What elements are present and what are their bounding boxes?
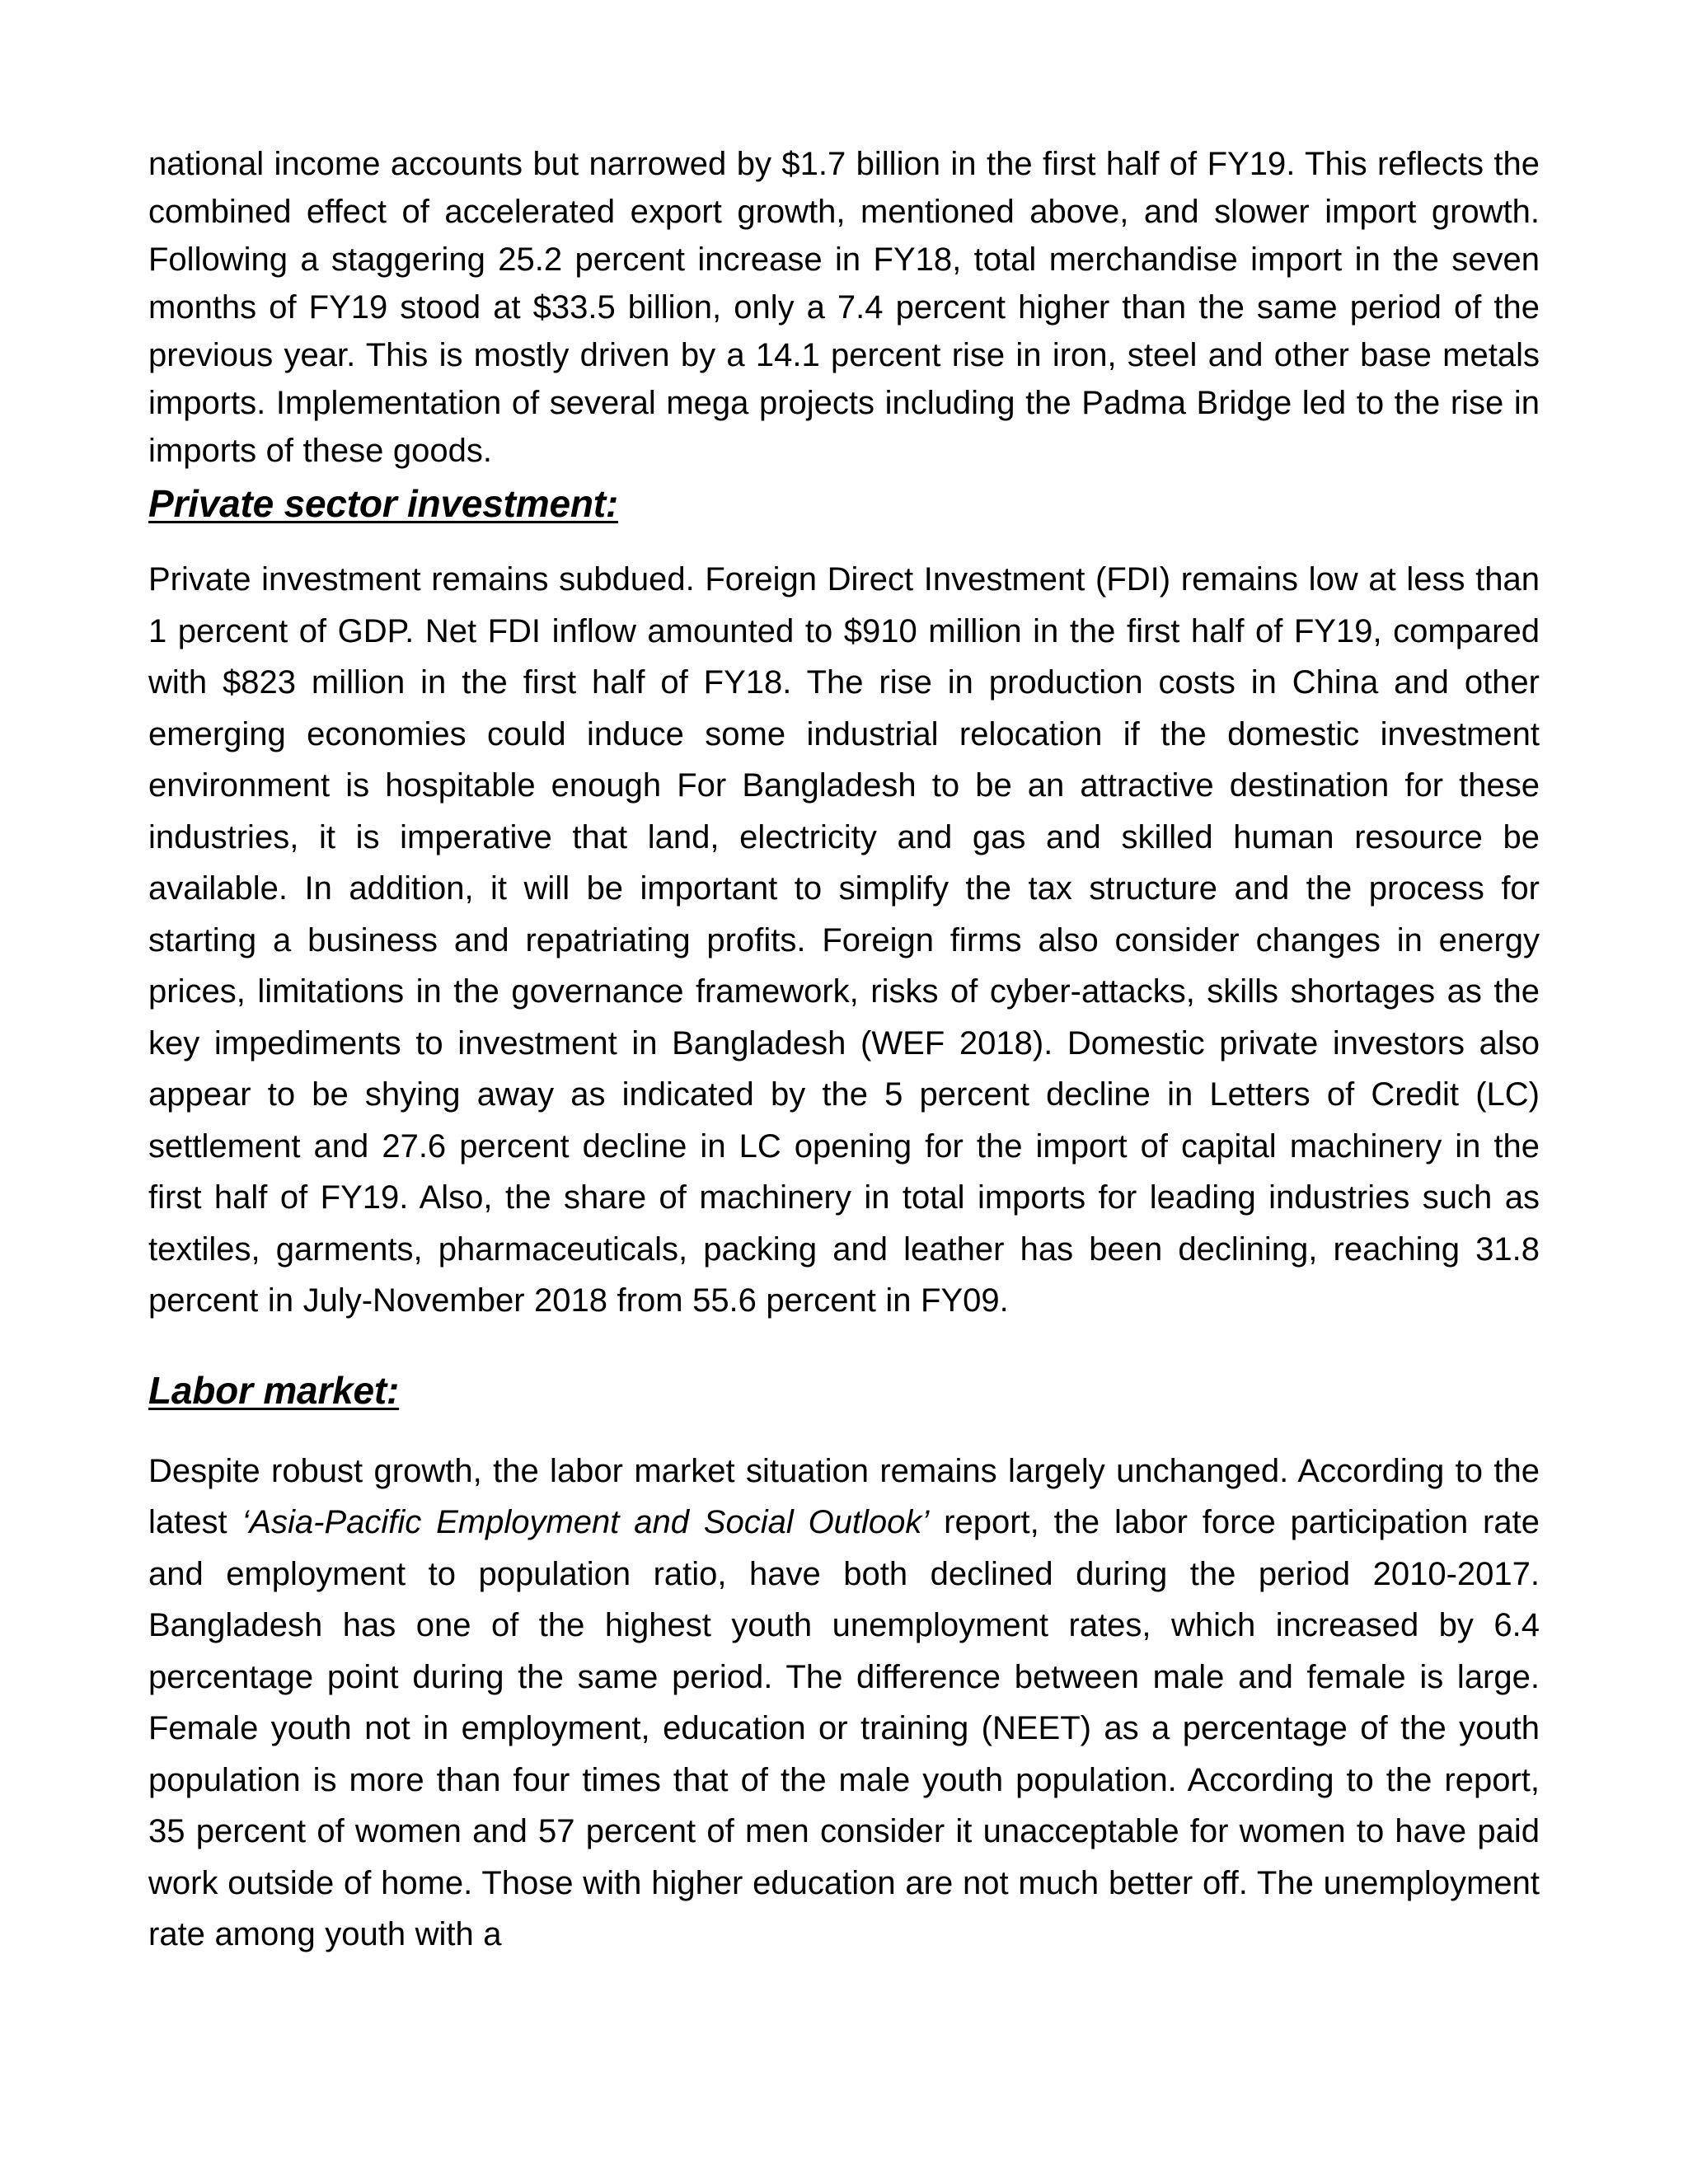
paragraph-private-investment: Private investment remains subdued. Foreign Direct Investment (FDI) remains low at less than 1 percent of GDP. Net FDI inflow amounted to $910 million in the first half of FY19, compared with $823 million in the first half of FY18. The rise in production costs in China and other emerging economies could induce some industrial relocation if the domestic investment environment is hospitable enough For Bangladesh to be an attractive destination for these industries, it is imperative that land, electricity and gas and skilled human resource be available. In addition, it will be important to simplify the tax structure and the process for starting a business and repatriating profits. Foreign firms also consider changes in energy prices, limitations in the governance framework, risks of cyber-attacks, skills shortages as the key impediments to investment in Bangladesh (WEF 2018). Domestic private investors also appear to be shying away as indicated by the 5 percent decline in Letters of Credit (LC) settlement and 27.6 percent decline in LC opening for the import of capital machinery in the first half of FY19. Also, the share of machinery in total imports for leading industries such as textiles, garments, pharmaceuticals, packing and leather has been declining, reaching 31.8 percent in July-November 2018 from 55.6 percent in FY09. — [148, 561, 1540, 1319]
heading-labor-market: Labor market: — [148, 1368, 400, 1412]
heading-private-sector-investment: Private sector investment: — [148, 482, 619, 525]
report-title-italic: ‘Asia-Pacific Employment and Social Outlook’ — [241, 1504, 930, 1540]
document-body — [148, 140, 1540, 1961]
paragraph-labor-market — [148, 1446, 1540, 1961]
labor-text-tail: report, the labor force participation rate and employment to population ratio, have both declined during the period 2010-2017. Bangladesh has one of the highest youth unemployment rates, which increased by 6.4 percentage point during the same period. The difference between male and female is large. Female youth not in employment, education or training (NEET) as a percentage of the youth population is more than four times that of the male youth population. According to the report, 35 percent of women and 57 percent of men consider it unacceptable for women to have paid work outside of home. Those with higher education are not much better off. The unemployment rate among youth with a — [148, 1504, 1540, 1952]
paragraph-external-trade: national income accounts but narrowed by $1.7 billion in the first half of FY19. This reflects the combined effect of accelerated export growth, mentioned above, and slower import growth. Following a staggering 25.2 percent increase in FY18, total merchandise import in the seven months of FY19 stood at $33.5 billion, only a 7.4 percent higher than the same period of the previous year. This is mostly driven by a 14.1 percent rise in iron, steel and other base metals imports. Implementation of several mega projects including the Padma Bridge led to the rise in imports of these goods. — [148, 146, 1540, 469]
labor-text-lead: Despite robust growth, the labor market situation remains largely unchanged. According to the latest — [148, 1452, 1540, 1540]
